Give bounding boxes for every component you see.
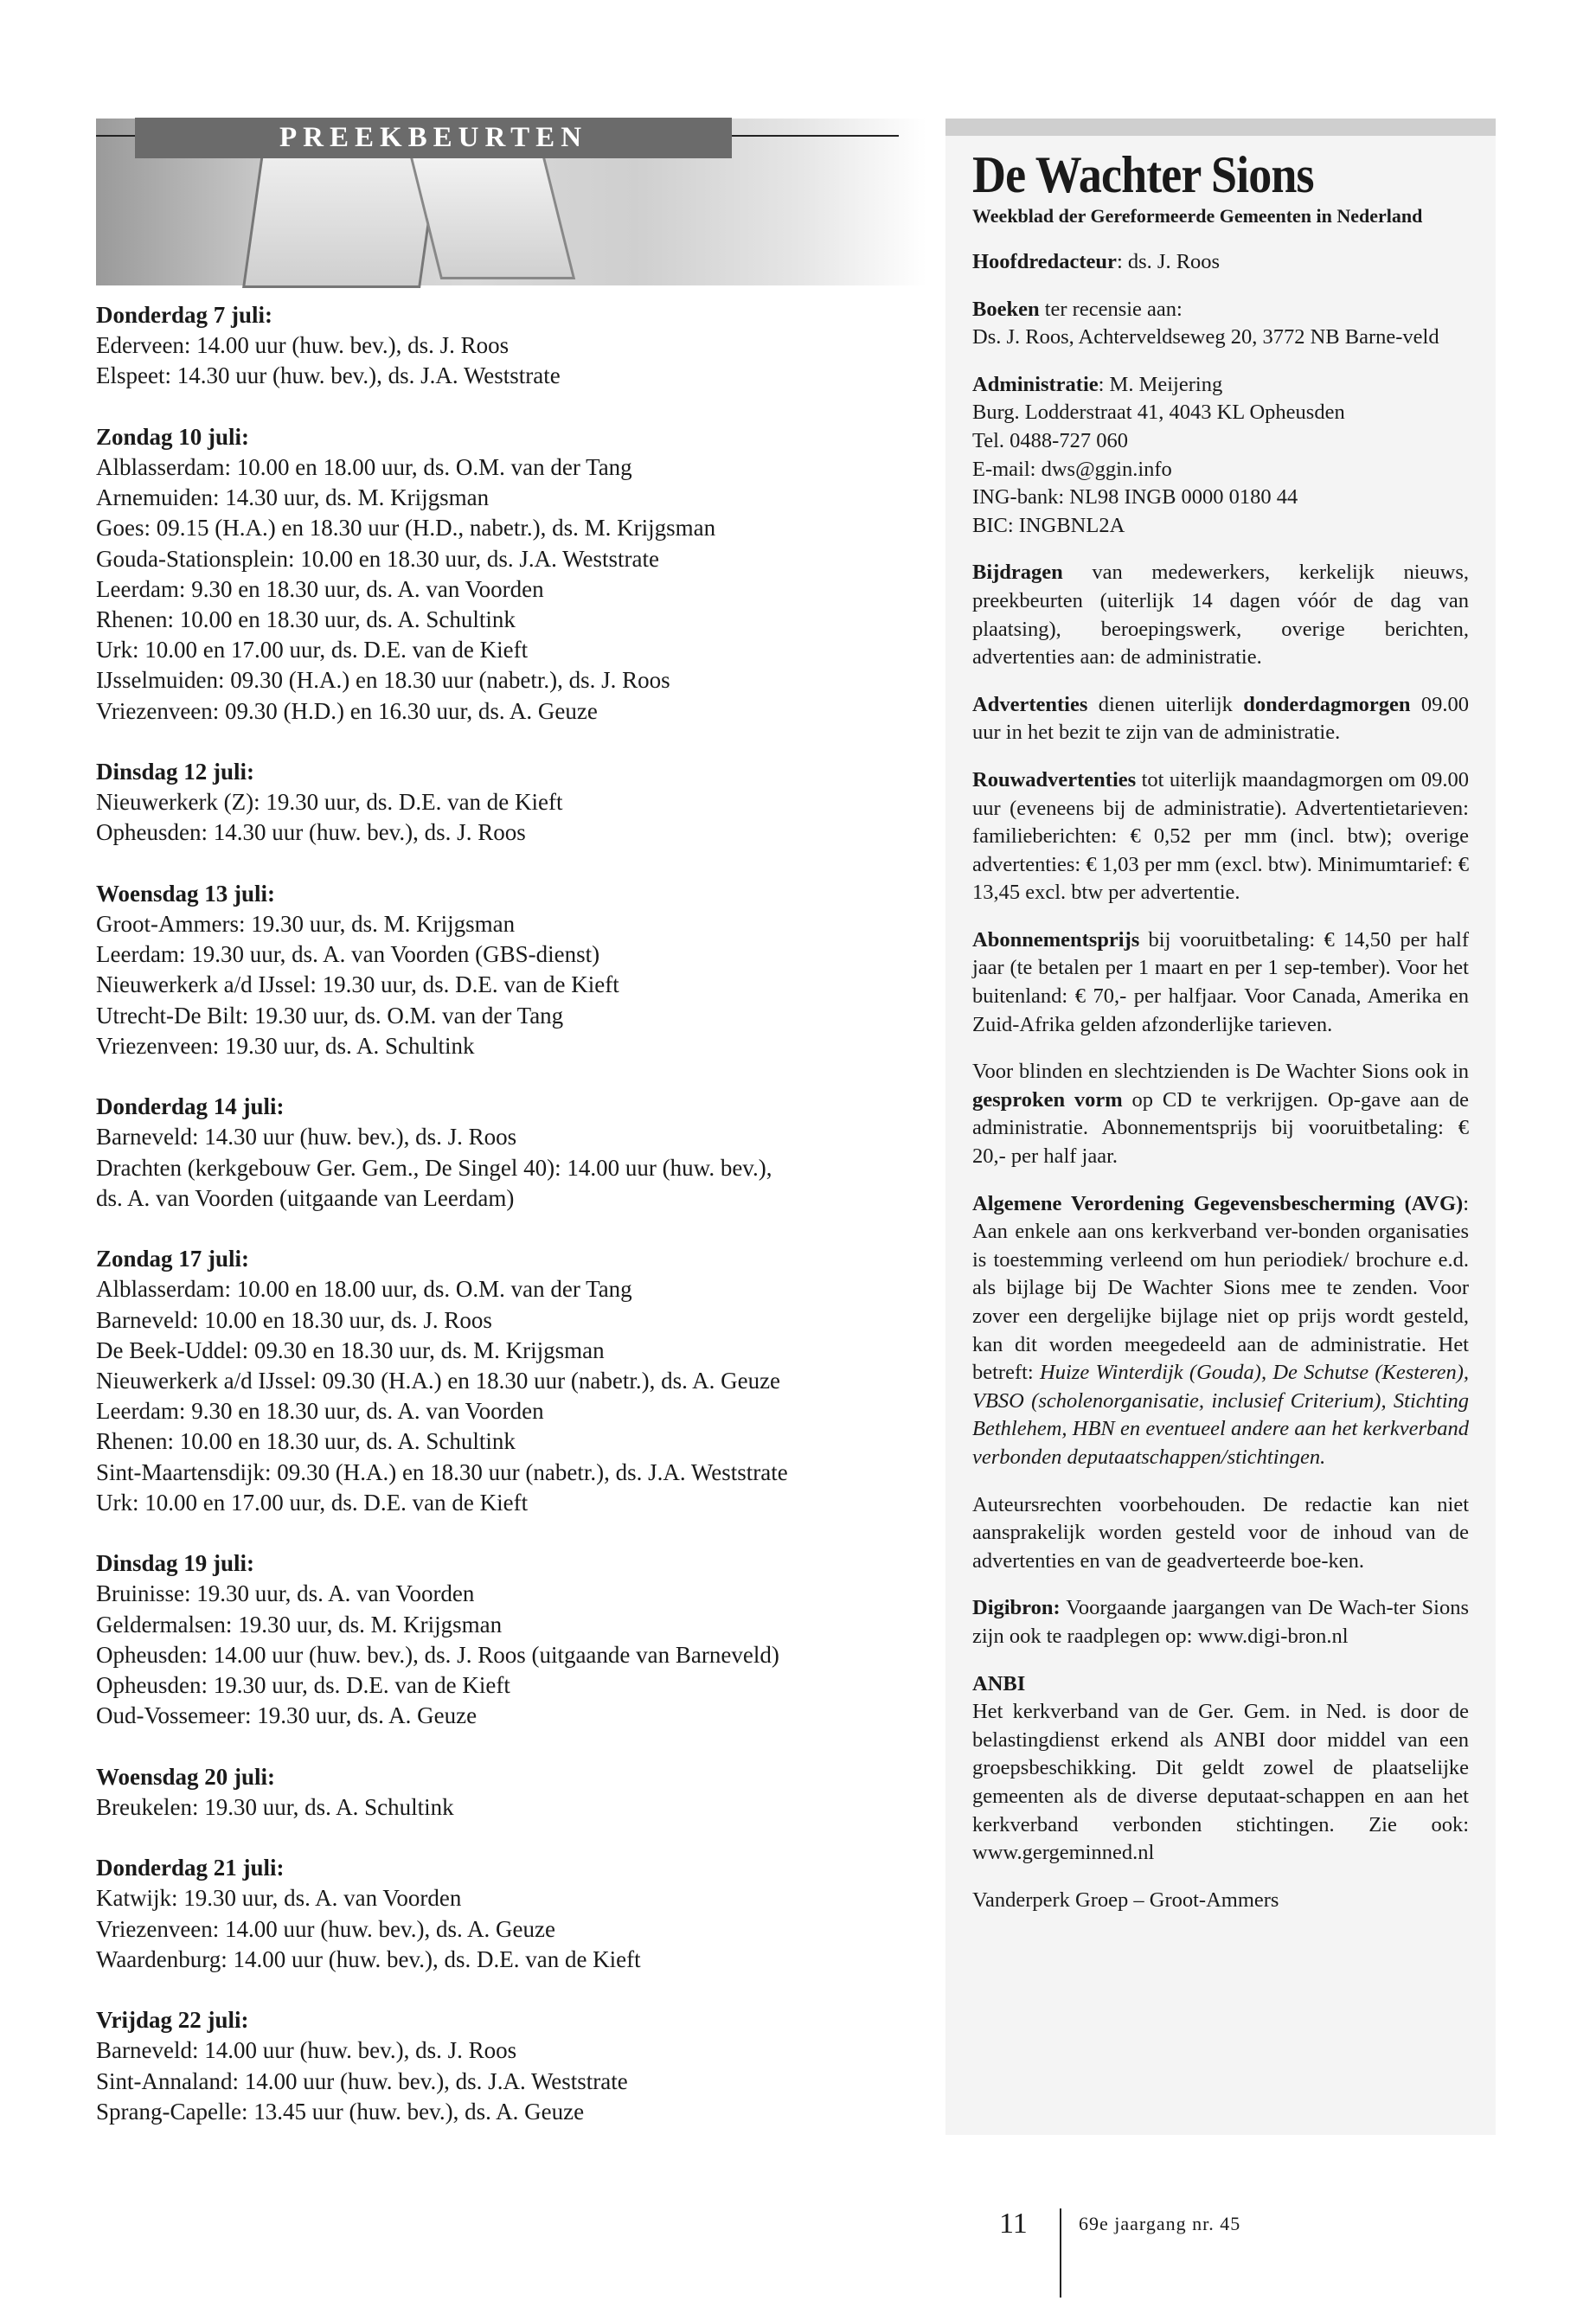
- service-entry: Opheusden: 14.00 uur (huw. bev.), ds. J. Roos (uitgaande van Barneveld): [96, 1641, 779, 1668]
- paragraph-text: Het kerkverband van de Ger. Gem. in Ned. is door de belastingdienst erkend als ANBI door middel van een groepsbeschikking. Dit geldt zowel de plaatselijke gemeenten als de diverse deputaat-schappen en aan het kerkverband verbonden stichtingen. Zie ook: www.gergeminned.nl: [972, 1700, 1469, 1865]
- service-entry: Drachten (kerkgebouw Ger. Gem., De Singel 40): 14.00 uur (huw. bev.),: [96, 1154, 772, 1181]
- day-heading: Dinsdag 12 juli:: [96, 759, 255, 785]
- service-entry: Leerdam: 9.30 en 18.30 uur, ds. A. van Voorden: [96, 575, 544, 602]
- service-entry: Rhenen: 10.00 en 18.30 uur, ds. A. Schultink: [96, 606, 516, 633]
- paragraph-text: BIC: INGBNL2A: [972, 513, 1125, 537]
- book-right-page: [409, 153, 575, 279]
- colophon-paragraph: [972, 1058, 1469, 1170]
- service-entry: Goes: 09.15 (H.A.) en 18.30 uur (H.D., nabetr.), ds. M. Krijgsman: [96, 515, 716, 542]
- service-entry: Bruinisse: 19.30 uur, ds. A. van Voorden: [96, 1580, 475, 1607]
- day-heading: Donderdag 21 juli:: [96, 1855, 285, 1881]
- service-entry: Barneveld: 14.00 uur (huw. bev.), ds. J. Roos: [96, 2037, 517, 2064]
- paragraph-text: Ds. J. Roos, Achterveldseweg 20, 3772 NB Barne-veld: [972, 325, 1439, 349]
- service-entry: Opheusden: 19.30 uur, ds. D.E. van de Kieft: [96, 1672, 510, 1699]
- service-entry: Urk: 10.00 en 17.00 uur, ds. D.E. van de Kieft: [96, 1489, 529, 1516]
- service-entry: Elspeet: 14.30 uur (huw. bev.), ds. J.A. Weststrate: [96, 362, 561, 389]
- service-entry: Vriezenveen: 19.30 uur, ds. A. Schultink: [96, 1032, 475, 1059]
- service-entry: Ederveen: 14.00 uur (huw. bev.), ds. J. Roos: [96, 332, 510, 359]
- service-entry: ds. A. van Voorden (uitgaande van Leerdam): [96, 1184, 515, 1211]
- service-entry: Alblasserdam: 10.00 en 18.00 uur, ds. O.M. van der Tang: [96, 1276, 632, 1303]
- paragraph-text: Voorgaande jaargangen van De Wach-ter Sions zijn ook te raadplegen op: www.digi-bron.nl: [972, 1596, 1469, 1648]
- service-entry: Alblasserdam: 10.00 en 18.00 uur, ds. O.M. van der Tang: [96, 454, 632, 480]
- schedule-day: [96, 1548, 926, 1731]
- service-entry: Oud-Vossemeer: 19.30 uur, ds. A. Geuze: [96, 1702, 478, 1729]
- colophon-paragraph: [972, 1670, 1469, 1868]
- service-entry: Nieuwerkerk (Z): 19.30 uur, ds. D.E. van de Kieft: [96, 789, 563, 816]
- bold-label: donderdagmorgen: [1243, 692, 1411, 716]
- paragraph-text: E-mail: dws@ggin.info: [972, 457, 1172, 481]
- service-entry: Arnemuiden: 14.30 uur, ds. M. Krijgsman: [96, 484, 490, 511]
- bold-label: Abonnementsprijs: [972, 927, 1140, 952]
- magazine-subtitle: Weekblad der Gereformeerde Gemeenten in Nederland: [972, 205, 1423, 227]
- service-entry: Rhenen: 10.00 en 18.30 uur, ds. A. Schultink: [96, 1428, 516, 1455]
- paragraph-text: : Aan enkele aan ons kerkverband ver-bonden organisaties is toestemming verleend om hun periodiek/ brochure e.d. als bijlage bij De Wachter Sions mee te zenden. Voor zover een dergelijke bijlage niet op prijs wordt gesteld, kan dit worden meegedeeld aan de administratie. Het betreft:: [972, 1191, 1469, 1385]
- bold-label: Rouwadvertenties: [972, 767, 1137, 792]
- service-entry: Sprang-Capelle: 13.45 uur (huw. bev.), ds. A. Geuze: [96, 2098, 585, 2125]
- paragraph-text: dienen uiterlijk: [1087, 692, 1244, 716]
- service-entry: Nieuwerkerk a/d IJssel: 19.30 uur, ds. D.E. van de Kieft: [96, 971, 619, 998]
- section-title: PREEKBEURTEN: [135, 118, 732, 158]
- issue-info: 69e jaargang nr. 45: [1079, 2213, 1241, 2234]
- paragraph-text: : M. Meijering: [1098, 372, 1223, 396]
- colophon-paragraph: [972, 371, 1469, 541]
- paragraph-text: Burg. Lodderstraat 41, 4043 KL Opheusden: [972, 401, 1345, 425]
- paragraph-text: Vanderperk Groep – Groot-Ammers: [972, 1888, 1279, 1912]
- service-entry: Geldermalsen: 19.30 uur, ds. M. Krijgsman: [96, 1611, 503, 1638]
- schedule-day: [96, 2005, 926, 2127]
- schedule-day: [96, 1762, 926, 1823]
- footer-divider: [1060, 2208, 1061, 2298]
- service-entry: Vriezenveen: 14.00 uur (huw. bev.), ds. A. Geuze: [96, 1915, 555, 1942]
- day-heading: Vrijdag 22 juli:: [96, 2007, 249, 2034]
- service-entry: Barneveld: 10.00 en 18.30 uur, ds. J. Roos: [96, 1306, 492, 1333]
- service-entry: Vriezenveen: 09.30 (H.D.) en 16.30 uur, ds. A. Geuze: [96, 697, 598, 724]
- bold-label: Algemene Verordening Gegevensbescherming (AVG): [972, 1191, 1464, 1215]
- schedule-day: [96, 1853, 926, 1975]
- paragraph-text: Voor blinden en slechtzienden is De Wachter Sions ook in: [972, 1060, 1469, 1084]
- bold-label: Bijdragen: [972, 561, 1063, 585]
- schedule-day: [96, 300, 926, 392]
- service-entry: Leerdam: 19.30 uur, ds. A. van Voorden (GBS-dienst): [96, 941, 600, 968]
- schedule-day: [96, 879, 926, 1061]
- paragraph-text: 09.00 uur in het bezit te zijn van de administratie.: [972, 692, 1470, 745]
- service-entry: Opheusden: 14.30 uur (huw. bev.), ds. J. Roos: [96, 819, 526, 846]
- service-entry: IJsselmuiden: 09.30 (H.A.) en 18.30 uur (nabetr.), ds. J. Roos: [96, 667, 670, 694]
- service-entry: Sint-Maartensdijk: 09.30 (H.A.) en 18.30 uur (nabetr.), ds. J.A. Weststrate: [96, 1458, 788, 1485]
- colophon-paragraph: [972, 559, 1469, 671]
- colophon-paragraph: [972, 1491, 1469, 1576]
- schedule-day: [96, 757, 926, 849]
- magazine-title: De Wachter Sions: [972, 146, 1314, 203]
- day-heading: Woensdag 20 juli:: [96, 1763, 276, 1790]
- colophon-paragraph: [972, 296, 1469, 352]
- paragraph-text: Auteursrechten voorbehouden. De redactie kan niet aansprakelijk worden gesteld voor de inhoud van de advertenties en van de geadverteerde boe-ken.: [972, 1492, 1469, 1573]
- service-entry: Barneveld: 14.30 uur (huw. bev.), ds. J. Roos: [96, 1124, 517, 1150]
- paragraph-text: op CD te verkrijgen. Op-gave aan de administratie. Abonnementsprijs bij vooruitbetaling: € 20,- per half jaar.: [972, 1087, 1469, 1169]
- service-entry: Utrecht-De Bilt: 19.30 uur, ds. O.M. van der Tang: [96, 1002, 564, 1029]
- service-entry: Urk: 10.00 en 17.00 uur, ds. D.E. van de Kieft: [96, 637, 529, 663]
- paragraph-text: Tel. 0488-727 060: [972, 428, 1128, 452]
- bold-label: Boeken: [972, 297, 1040, 321]
- colophon-paragraph: [972, 1190, 1469, 1472]
- paragraph-text: van medewerkers, kerkelijk nieuws, preekbeurten (uiterlijk 14 dagen vóór de dag van plaatsing), beroepingswerk, overige berichten, advertenties aan: de administratie.: [972, 561, 1469, 670]
- sermon-schedule: [96, 300, 926, 2157]
- service-entry: Gouda-Stationsplein: 10.00 en 18.30 uur, ds. J.A. Weststrate: [96, 545, 659, 572]
- service-entry: Waardenburg: 14.00 uur (huw. bev.), ds. D.E. van de Kieft: [96, 1945, 641, 1972]
- schedule-day: [96, 1244, 926, 1518]
- colophon-panel: [945, 119, 1496, 2135]
- schedule-day: [96, 1092, 926, 1214]
- colophon-top-bar: [945, 119, 1496, 136]
- bold-label: ANBI: [972, 1671, 1026, 1695]
- day-heading: Woensdag 13 juli:: [96, 880, 276, 907]
- day-heading: Donderdag 14 juli:: [96, 1093, 285, 1120]
- day-heading: Zondag 10 juli:: [96, 423, 250, 450]
- day-heading: Dinsdag 19 juli:: [96, 1550, 255, 1577]
- colophon-paragraph: [972, 691, 1469, 747]
- bold-label: Advertenties: [972, 692, 1088, 716]
- paragraph-text: : ds. J. Roos: [1116, 250, 1221, 273]
- service-entry: Groot-Ammers: 19.30 uur, ds. M. Krijgsman: [96, 911, 516, 938]
- bold-label: gesproken vorm: [972, 1087, 1123, 1112]
- page-number: 11: [999, 2208, 1028, 2240]
- service-entry: Katwijk: 19.30 uur, ds. A. van Voorden: [96, 1885, 462, 1912]
- service-entry: Sint-Annaland: 14.00 uur (huw. bev.), ds. J.A. Weststrate: [96, 2067, 628, 2094]
- service-entry: Leerdam: 9.30 en 18.30 uur, ds. A. van Voorden: [96, 1398, 544, 1425]
- bold-label: Administratie: [972, 372, 1099, 396]
- service-entry: Breukelen: 19.30 uur, ds. A. Schultink: [96, 1793, 454, 1820]
- colophon-paragraph: [972, 766, 1469, 907]
- bold-label: Hoofdredacteur: [972, 250, 1117, 273]
- paragraph-text: tot uiterlijk maandagmorgen om 09.00 uur (eveneens bij de administratie). Advertentietarieven: familieberichten: € 0,52 per mm (incl. btw); overige advertenties: € 1,03 per mm (excl. btw). Minimumtarief: € 13,45 excl. btw per advertentie.: [972, 767, 1469, 905]
- book-left-page: [242, 153, 439, 288]
- colophon-body: [972, 248, 1469, 1914]
- paragraph-text: ter recensie aan:: [1039, 297, 1183, 321]
- colophon-paragraph: [972, 248, 1469, 277]
- colophon-paragraph: [972, 1887, 1469, 1915]
- service-entry: De Beek-Uddel: 09.30 en 18.30 uur, ds. M. Krijgsman: [96, 1336, 605, 1363]
- paragraph-text: ING-bank: NL98 INGB 0000 0180 44: [972, 485, 1298, 510]
- bold-label: Digibron:: [972, 1596, 1061, 1620]
- day-heading: Donderdag 7 juli:: [96, 302, 273, 328]
- paragraph-text: bij vooruitbetaling: € 14,50 per half jaar (te betalen per 1 maart en per 1 sep-tember). Voor het buitenland: € 70,- per halfjaar. Voor Canada, Amerika en Zuid-Afrika gelden afzonderlijke tarieven.: [972, 927, 1469, 1036]
- schedule-day: [96, 422, 926, 727]
- colophon-paragraph: [972, 926, 1469, 1039]
- paragraph-text: Huize Winterdijk (Gouda), De Schutse (Kesteren), VBSO (scholenorganisatie, inclusief Criterium), Stichting Bethlehem, HBN en eventueel andere aan het kerkverband verbonden deputaatschappen/stichtingen.: [972, 1361, 1469, 1469]
- service-entry: Nieuwerkerk a/d IJssel: 09.30 (H.A.) en 18.30 uur (nabetr.), ds. A. Geuze: [96, 1368, 781, 1394]
- day-heading: Zondag 17 juli:: [96, 1246, 250, 1272]
- colophon-paragraph: [972, 1594, 1469, 1650]
